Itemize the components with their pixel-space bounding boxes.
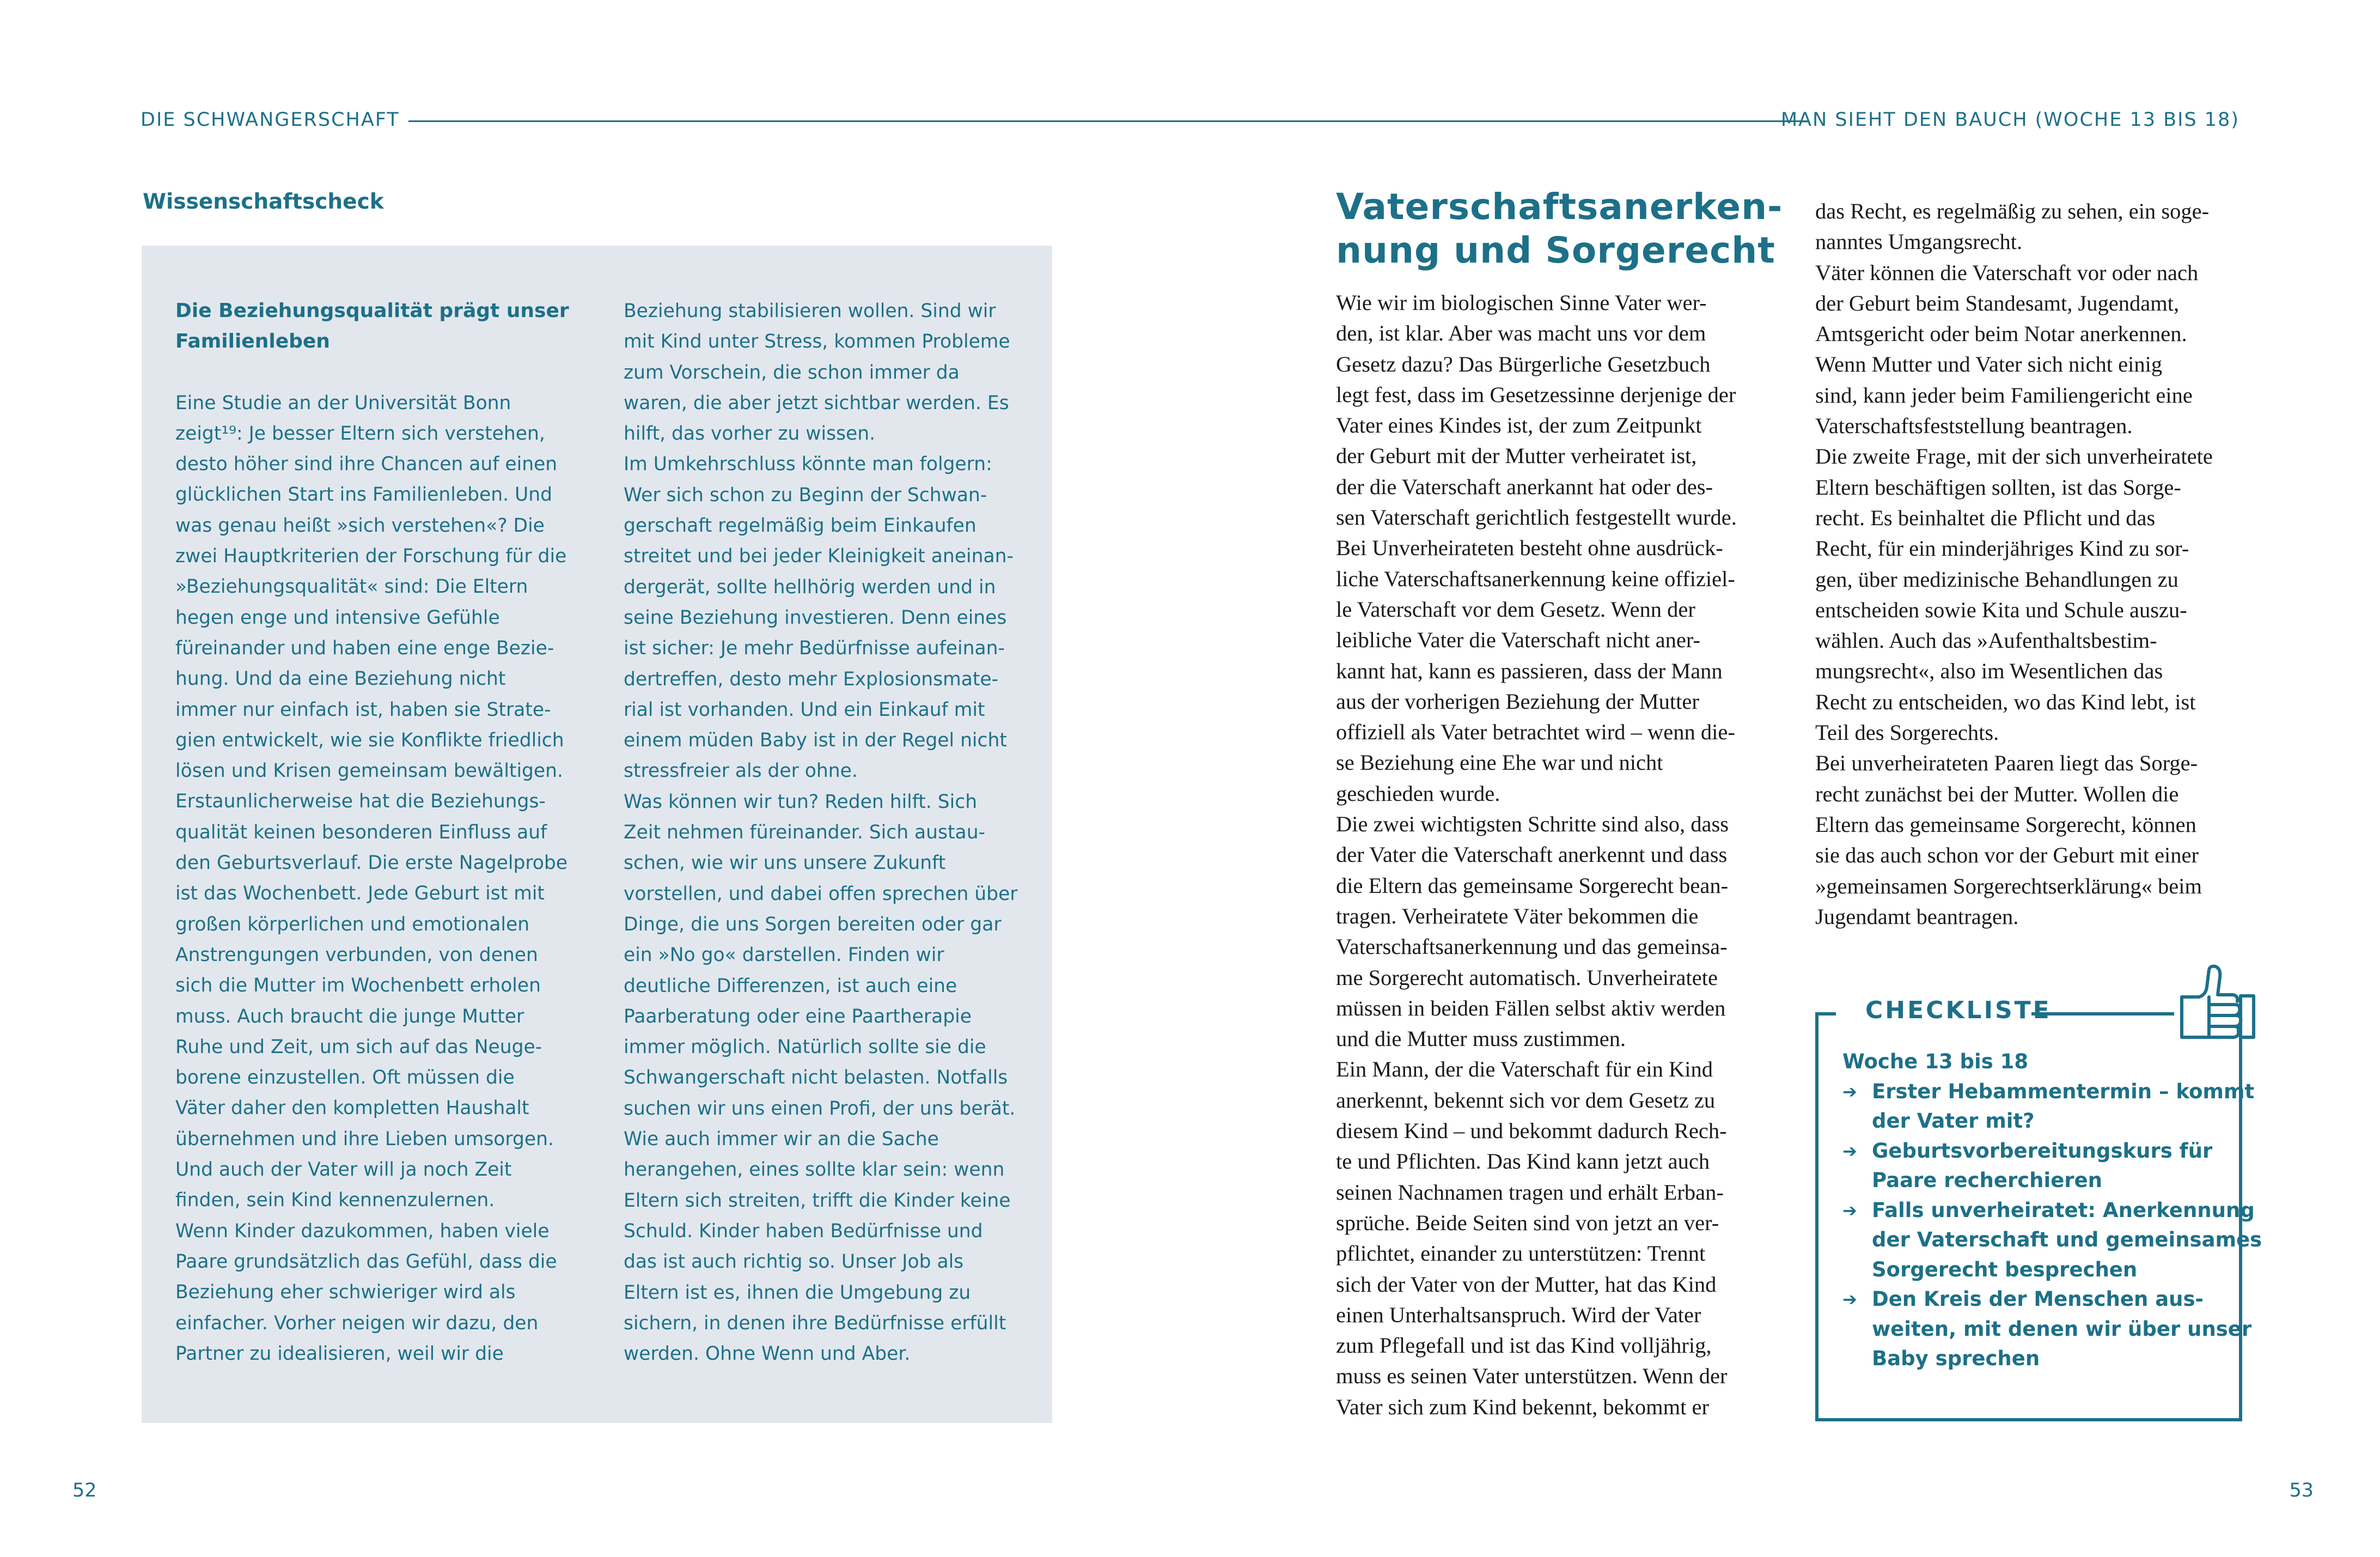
text-line: Die zwei wichtigsten Schritte sind also, dass (1336, 812, 1729, 837)
science-check-column-right (624, 296, 1027, 1369)
text-line: Beziehung eher schwieriger wird als (175, 1281, 516, 1304)
text-line: müssen in beiden Fällen selbst aktiv werden (1336, 995, 1726, 1020)
text-line: Väter können die Vaterschaft vor oder nach (1815, 260, 2199, 285)
text-line: Väter daher den kompletten Haushalt (175, 1097, 529, 1120)
text-line: Wenn Mutter und Vater sich nicht einig (1815, 352, 2163, 377)
checklist-border-top-right (2031, 1012, 2174, 1015)
text-line: »Beziehungsqualität« sind: Die Eltern (175, 576, 528, 598)
text-line: finden, sein Kind kennenzulernen. (175, 1189, 495, 1212)
text-line: mungsrecht«, also im Wesentlichen das (1815, 659, 2163, 684)
text-line: Vater eines Kindes ist, der zum Zeitpunkt (1336, 413, 1702, 438)
text-line: einem müden Baby ist in der Regel nicht (624, 729, 1007, 752)
text-line: Beziehung stabilisieren wollen. Sind wir (624, 300, 996, 322)
text-line: und die Mutter muss zustimmen. (1336, 1026, 1626, 1051)
text-line: Eltern das gemeinsame Sorgerecht, können (1815, 812, 2196, 837)
text-line: sen Vaterschaft gerichtlich festgestellt wurde. (1336, 505, 1737, 530)
text-line: rial ist vorhanden. Und ein Einkauf mit (624, 698, 985, 721)
text-line: Schwangerschaft nicht belasten. Notfalls (624, 1067, 1008, 1089)
text-line: Recht zu entscheiden, wo das Kind lebt, ist (1815, 689, 2196, 714)
text-line: einfacher. Vorher neigen wir dazu, den (175, 1312, 539, 1334)
text-line: zeigt¹⁹: Je besser Eltern sich verstehen, (175, 422, 545, 445)
text-line: recht zunächst bei der Mutter. Wollen die (1815, 781, 2179, 806)
text-line: te und Pflichten. Das Kind kann jetzt auch (1336, 1149, 1710, 1174)
text-line: tragen. Verheiratete Väter bekommen die (1336, 903, 1699, 928)
text-line: Und auch der Vater will ja noch Zeit (175, 1159, 512, 1181)
text-line: der Geburt mit der Mutter verheiratet ist, (1336, 443, 1697, 469)
text-line: entscheiden sowie Kita und Schule auszu- (1815, 597, 2187, 622)
text-line: desto höher sind ihre Chancen auf einen (175, 453, 558, 476)
text-line: was genau heißt »sich verstehen«? Die (175, 514, 545, 537)
text-line: deutliche Differenzen, ist auch eine (624, 975, 957, 997)
checklist-item-line: der Vater mit? (1872, 1109, 2035, 1133)
text-line: die Eltern das gemeinsame Sorgerecht bean- (1336, 873, 1729, 898)
science-check-column-left (175, 296, 578, 1369)
text-line: geschieden wurde. (1336, 781, 1500, 806)
text-line: einen Unterhaltsanspruch. Wird der Vater (1336, 1302, 1701, 1327)
checklist-item-line: Falls unverheiratet: Anerkennung (1872, 1198, 2255, 1222)
text-line: immer nur einfach ist, haben sie Strate- (175, 698, 551, 721)
text-line: Wie auch immer wir an die Sache (624, 1128, 939, 1151)
text-line: diesem Kind – und bekommt dadurch Rech- (1336, 1118, 1727, 1144)
text-line: Eltern ist es, ihnen die Umgebung zu (624, 1281, 971, 1304)
text-line: Die zweite Frage, mit der sich unverheiratete (1815, 444, 2213, 469)
text-line: liche Vaterschaftsanerkennung keine offiziel- (1336, 566, 1735, 591)
text-line: sie das auch schon vor der Geburt mit einer (1815, 843, 2199, 868)
science-check-text-left (175, 388, 578, 1370)
text-line: sprüche. Beide Seiten sind von jetzt an ver- (1336, 1210, 1719, 1235)
text-line: leibliche Vater die Vaterschaft nicht aner- (1336, 628, 1701, 653)
checklist-item-line: weiten, mit denen wir über unser (1872, 1317, 2252, 1341)
text-line: seinen Nachnamen tragen und erhält Erban- (1336, 1179, 1724, 1205)
text-line: Recht, für ein minderjähriges Kind zu sor- (1815, 536, 2189, 561)
page-number-right: 53 (2289, 1480, 2314, 1501)
text-line: gen, über medizinische Behandlungen zu (1815, 567, 2178, 592)
running-head-left: DIE SCHWANGERSCHAFT (141, 109, 400, 131)
text-line: großen körperlichen und emotionalen (175, 913, 530, 935)
text-line: Was können wir tun? Reden hilft. Sich (624, 790, 978, 813)
text-line: ein »No go« darstellen. Finden wir (624, 944, 944, 966)
text-line: Wer sich schon zu Beginn der Schwan- (624, 484, 987, 506)
checklist-item-line: der Vaterschaft und gemeinsames (1872, 1228, 2262, 1251)
text-line: Ein Mann, der die Vaterschaft für ein Kind (1336, 1057, 1713, 1082)
text-line: füreinander und haben eine enge Bezie- (175, 637, 554, 659)
heading-line: Familienleben (175, 330, 330, 353)
text-line: Wie wir im biologischen Sinne Vater wer- (1336, 290, 1707, 315)
text-line: gerschaft regelmäßig beim Einkaufen (624, 515, 977, 537)
text-line: schen, wie wir uns unsere Zukunft (624, 852, 946, 874)
text-line: Anstrengungen verbunden, von denen (175, 944, 538, 966)
arrow-right-icon: ➔ (1842, 1200, 1857, 1221)
text-line: stressfreier als der ohne. (624, 760, 858, 782)
text-line: Vater sich zum Kind bekennt, bekommt er (1336, 1394, 1709, 1419)
text-line: Vaterschaftsfeststellung beantragen. (1815, 413, 2133, 439)
text-line: Paarberatung oder eine Paartherapie (624, 1005, 972, 1027)
text-line: Gesetz dazu? Das Bürgerliche Gesetzbuch (1336, 351, 1711, 376)
article-heading-line: Vaterschaftsanerken- (1336, 186, 1783, 228)
text-line: muss es seinen Vater unterstützen. Wenn der (1336, 1364, 1728, 1389)
article-column-1 (1336, 288, 1737, 1422)
checklist-item-line: Erster Hebammentermin – kommt (1872, 1079, 2255, 1103)
article-heading-line: nung und Sorgerecht (1336, 229, 1775, 271)
checklist-item-line: Baby sprechen (1872, 1347, 2040, 1370)
text-line: Erstaunlicherweise hat die Beziehungs- (175, 790, 546, 813)
text-line: zwei Hauptkriterien der Forschung für die (175, 545, 567, 568)
text-line: der die Vaterschaft anerkannt hat oder des- (1336, 474, 1713, 499)
text-line: streitet und bei jeder Kleinigkeit aneinan- (624, 545, 1014, 568)
text-line: Amtsgericht oder beim Notar anerkennen. (1815, 321, 2187, 346)
text-line: ist das Wochenbett. Jede Geburt ist mit (175, 883, 545, 905)
checklist-item (1842, 1196, 2262, 1285)
text-line: lösen und Krisen gemeinsam bewältigen. (175, 760, 563, 782)
text-line: immer möglich. Natürlich sollte sie die (624, 1036, 986, 1059)
text-line: Im Umkehrschluss könnte man folgern: (624, 453, 992, 476)
checklist-content (1842, 1047, 2262, 1374)
text-line: Wenn Kinder dazukommen, haben viele (175, 1220, 550, 1242)
text-line: Schuld. Kinder haben Bedürfnisse und (624, 1220, 983, 1242)
text-line: der Vater die Vaterschaft anerkennt und dass (1336, 842, 1728, 867)
text-line: zum Pflegefall und ist das Kind volljährig, (1336, 1333, 1712, 1358)
text-line: Partner zu idealisieren, weil wir die (175, 1342, 504, 1365)
article-column-2 (1815, 196, 2213, 932)
checklist-item-line: Geburtsvorbereitungskurs für (1872, 1139, 2213, 1163)
checklist-item (1842, 1285, 2262, 1374)
checklist-items (1842, 1077, 2262, 1374)
header-rule (408, 120, 1808, 122)
page-number-left: 52 (72, 1480, 97, 1501)
text-line: werden. Ohne Wenn und Aber. (624, 1343, 911, 1365)
thumbs-up-icon (2177, 963, 2256, 1045)
text-line: mit Kind unter Stress, kommen Probleme (624, 331, 1010, 353)
text-line: pflichtet, einander zu unterstützen: Trennt (1336, 1241, 1706, 1266)
text-line: recht. Es beinhaltet die Pflicht und das (1815, 505, 2156, 530)
text-line: me Sorgerecht automatisch. Unverheiratete (1336, 965, 1718, 990)
text-line: Eltern sich streiten, trifft die Kinder keine (624, 1189, 1011, 1212)
checklist-item-line: Paare recherchieren (1872, 1169, 2102, 1192)
checklist-item (1842, 1077, 2262, 1136)
text-line: se Beziehung eine Ehe war und nicht (1336, 750, 1663, 775)
running-head-right: MAN SIEHT DEN BAUCH (WOCHE 13 BIS 18) (1780, 109, 2239, 131)
text-line: sich die Mutter im Wochenbett erholen (175, 975, 541, 997)
text-line: zum Vorschein, die schon immer da (624, 361, 960, 384)
text-line: suchen wir uns einen Profi, der uns berät. (624, 1097, 1016, 1120)
text-line: Zeit nehmen füreinander. Sich austau- (624, 822, 986, 844)
text-line: Paare grundsätzlich das Gefühl, dass die (175, 1250, 557, 1273)
text-line: Eltern beschäftigen sollten, ist das Sorge- (1815, 475, 2181, 500)
science-check-label: Wissenschaftscheck (143, 190, 384, 214)
text-line: Teil des Sorgerechts. (1815, 720, 1999, 745)
text-line: hilft, das vorher zu wissen. (624, 423, 876, 445)
checklist-title: CHECKLISTE (1865, 996, 2052, 1024)
text-line: sind, kann jeder beim Familiengericht eine (1815, 382, 2193, 408)
heading-line: Die Beziehungsqualität prägt unser (175, 300, 569, 322)
article-heading (1336, 185, 1783, 272)
text-line: borene einzustellen. Oft müssen die (175, 1067, 515, 1089)
checklist-item-line: Den Kreis der Menschen aus- (1872, 1287, 2204, 1311)
arrow-right-icon: ➔ (1842, 1081, 1857, 1102)
science-check-box (142, 246, 1052, 1423)
text-line: Bei unverheirateten Paaren liegt das Sorge- (1815, 751, 2198, 776)
text-line: Vaterschaftsanerkennung und das gemeinsa- (1336, 934, 1728, 959)
checklist-subtitle: Woche 13 bis 18 (1842, 1050, 2029, 1073)
text-line: der Geburt beim Standesamt, Jugendamt, (1815, 290, 2180, 315)
text-line: wählen. Auch das »Aufenthaltsbestim- (1815, 628, 2157, 653)
text-line: Ruhe und Zeit, um sich auf das Neuge- (175, 1036, 542, 1058)
arrow-right-icon: ➔ (1842, 1289, 1857, 1310)
science-check-heading (175, 296, 578, 357)
text-line: Eine Studie an der Universität Bonn (175, 392, 511, 414)
science-check-text-right (624, 296, 1027, 1369)
spacer (175, 357, 578, 388)
text-line: offiziell als Vater betrachtet wird – wenn die- (1336, 720, 1735, 745)
text-line: qualität keinen besonderen Einfluss auf (175, 821, 547, 843)
checklist-border-top-left (1815, 1012, 1836, 1015)
text-line: Bei Unverheirateten besteht ohne ausdrück- (1336, 536, 1723, 561)
text-line: kannt hat, kann es passieren, dass der Mann (1336, 658, 1723, 683)
arrow-right-icon: ➔ (1842, 1140, 1857, 1161)
text-line: le Vaterschaft vor dem Gesetz. Wenn der (1336, 597, 1695, 622)
text-line: dertreffen, desto mehr Explosionsmate- (624, 668, 999, 690)
text-line: vorstellen, und dabei offen sprechen über (624, 883, 1018, 905)
text-line: »gemeinsamen Sorgerechtserklärung« beim (1815, 873, 2202, 898)
checklist-item (1842, 1136, 2262, 1196)
text-line: waren, die aber jetzt sichtbar werden. Es (624, 392, 1009, 414)
text-line: legt fest, dass im Gesetzessinne derjenige der (1336, 382, 1736, 407)
text-line: Jugendamt beantragen. (1815, 904, 2019, 929)
text-line: hegen enge und intensive Gefühle (175, 606, 500, 629)
text-line: muss. Auch braucht die junge Mutter (175, 1005, 524, 1027)
text-line: herangehen, eines sollte klar sein: wenn (624, 1159, 1005, 1181)
text-line: den Geburtsverlauf. Die erste Nagelprobe (175, 852, 568, 874)
text-line: seine Beziehung investieren. Denn eines (624, 606, 1007, 629)
text-line: glücklichen Start ins Familienleben. Und (175, 484, 553, 506)
text-line: übernehmen und ihre Lieben umsorgen. (175, 1128, 554, 1150)
text-line: gien entwickelt, wie sie Konflikte friedlich (175, 729, 564, 751)
text-line: Dinge, die uns Sorgen bereiten oder gar (624, 913, 1002, 935)
text-line: das ist auch richtig so. Unser Job als (624, 1251, 964, 1273)
text-line: nanntes Umgangsrecht. (1815, 229, 2023, 254)
text-line: den, ist klar. Aber was macht uns vor dem (1336, 321, 1706, 346)
text-line: aus der vorherigen Beziehung der Mutter (1336, 689, 1699, 714)
text-line: sichern, in denen ihre Bedürfnisse erfüllt (624, 1312, 1006, 1334)
text-line: sich der Vater von der Mutter, hat das Kind (1336, 1272, 1717, 1297)
text-line: das Recht, es regelmäßig zu sehen, ein soge- (1815, 199, 2210, 223)
text-line: hung. Und da eine Beziehung nicht (175, 668, 506, 690)
text-line: ist sicher: Je mehr Bedürfnisse aufeinan- (624, 637, 1005, 660)
checklist-item-line: Sorgerecht besprechen (1872, 1257, 2138, 1281)
text-line: anerkennt, bekennt sich vor dem Gesetz zu (1336, 1087, 1716, 1112)
text-line: dergerät, sollte hellhörig werden und in (624, 576, 996, 598)
